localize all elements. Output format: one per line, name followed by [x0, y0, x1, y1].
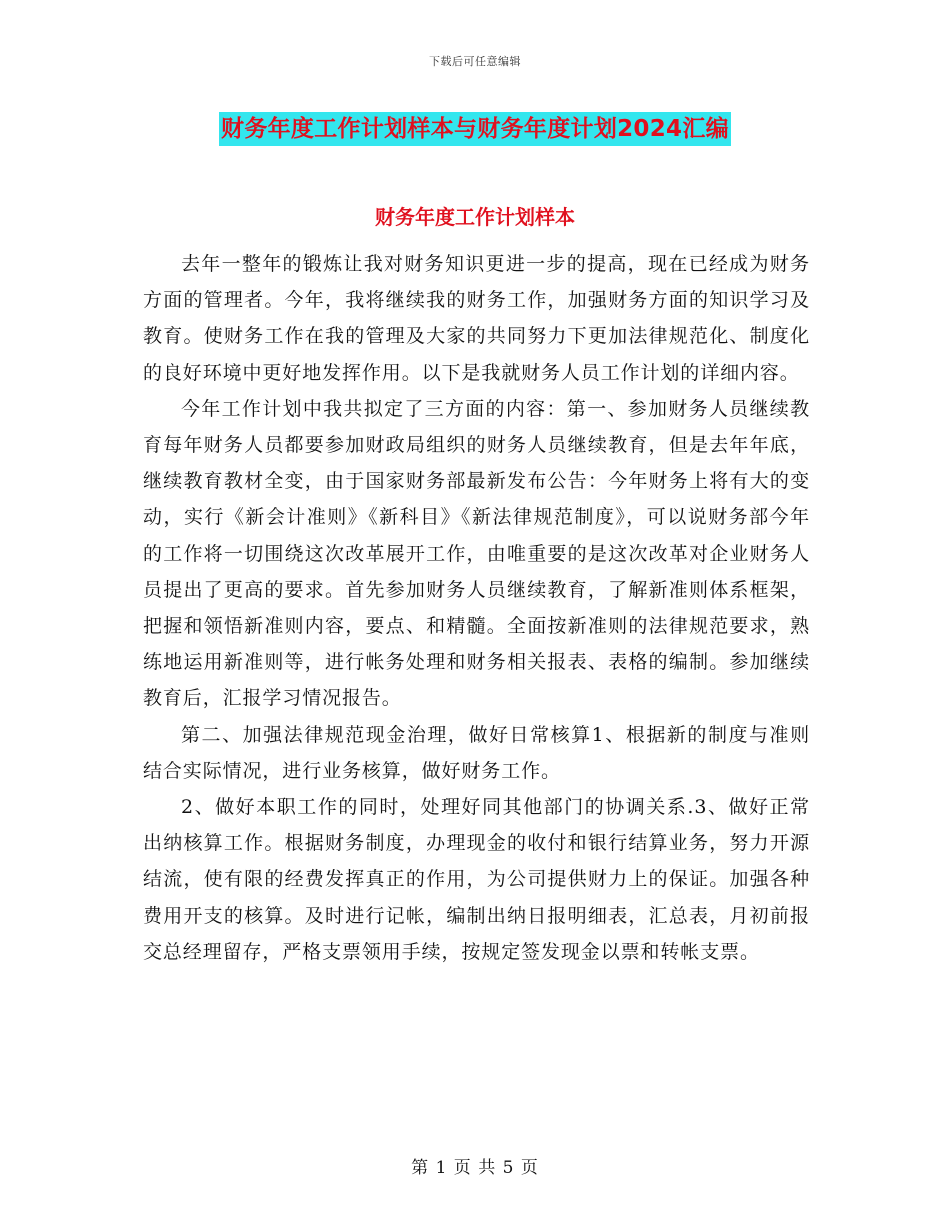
section-title: 财务年度工作计划样本	[375, 205, 575, 229]
page-number: 第 1 页 共 5 页	[411, 1158, 539, 1178]
paragraph-2: 今年工作计划中我共拟定了三方面的内容：第一、参加财务人员继续教育每年财务人员都要参加财政局组织的财务人员继续教育，但是去年年底，继续教育教材全变，由于国家财务部最新发布公告：今年财务上将有大的变动，实行《新会计准则》《新科目》《新法律规范制度》，可以说财务部今年的工作将一切围绕这次改革展开工作，由唯重要的是这次改革对企业财务人员提出了更高的要求。首先参加财务人员继续教育，了解新准则体系框架，把握和领悟新准则内容，要点、和精髓。全面按新准则的法律规范要求，熟练地运用新准则等，进行帐务处理和财务相关报表、表格的编制。参加继续教育后，汇报学习情况报告。	[143, 397, 810, 710]
document-title: 财务年度工作计划样本与财务年度计划2024汇编	[219, 112, 731, 146]
paragraph-1: 去年一整年的锻炼让我对财务知识更进一步的提高，现在已经成为财务方面的管理者。今年，我将继续我的财务工作，加强财务方面的知识学习及教育。使财务工作在我的管理及大家的共同努力下更加法律规范化、制度化的良好环境中更好地发挥作用。以下是我就财务人员工作计划的详细内容。	[143, 253, 810, 384]
document-body	[143, 246, 810, 970]
document-title-container	[0, 112, 950, 146]
paragraph-3: 第二、加强法律规范现金治理，做好日常核算1、根据新的制度与准则结合实际情况，进行业务核算，做好财务工作。	[143, 723, 810, 782]
paragraph-4: 2、做好本职工作的同时，处理好同其他部门的协调关系.3、做好正常出纳核算工作。根据财务制度，办理现金的收付和银行结算业务，努力开源结流，使有限的经费发挥真正的作用，为公司提供财力上的保证。加强各种费用开支的核算。及时进行记帐，编制出纳日报明细表，汇总表，月初前报交总经理留存，严格支票领用手续，按规定签发现金以票和转帐支票。	[143, 796, 810, 963]
page-header-note: 下载后可任意编辑	[429, 55, 521, 68]
